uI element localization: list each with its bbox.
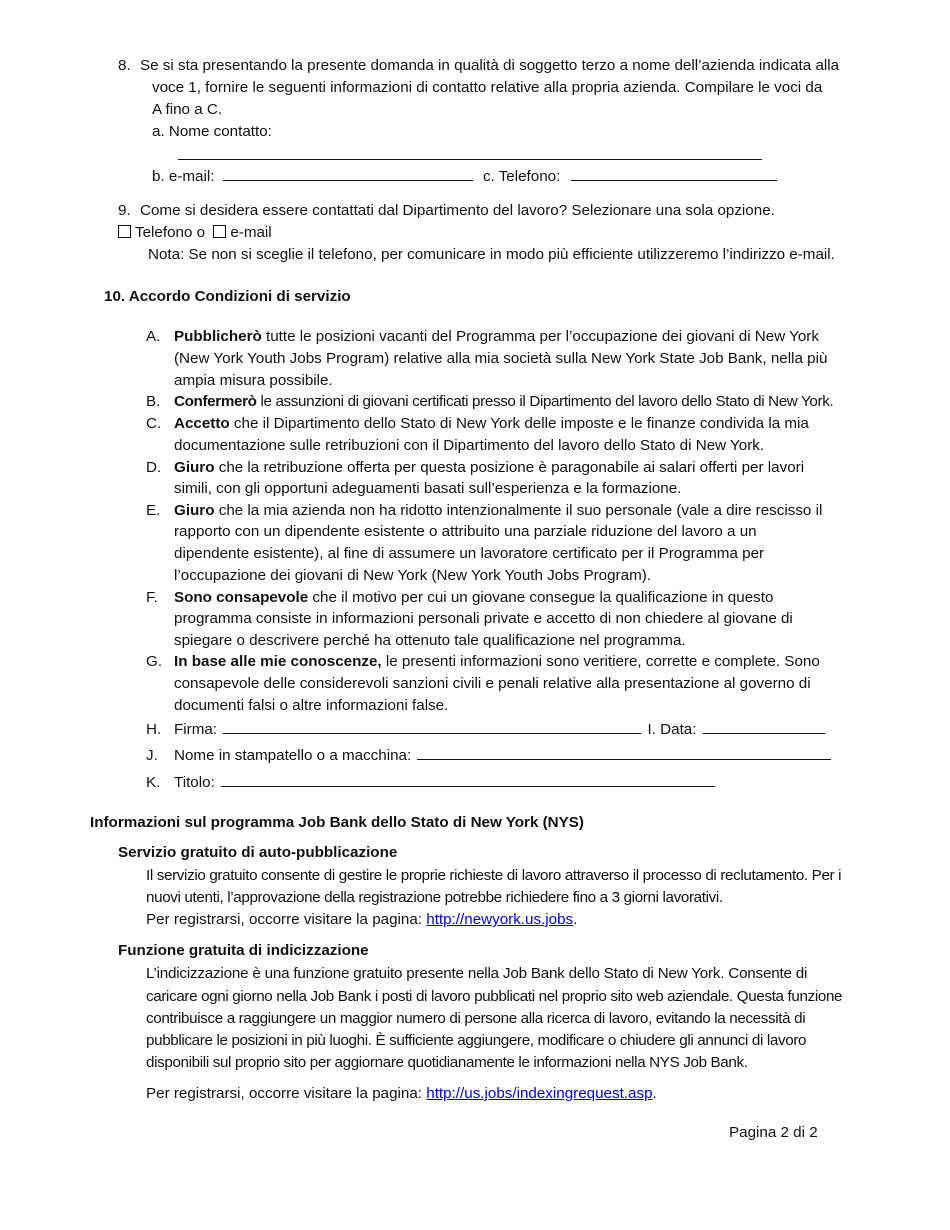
item-c-letter: C. [146, 415, 162, 432]
item-c-text: che il Dipartimento dello Stato di New York delle imposte e le finanze condivida la mia [229, 415, 809, 432]
item-f-line3: spiegare o descrivere perché ha ottenuto tale qualificazione nel programma. [174, 632, 686, 649]
email-checkbox[interactable] [213, 225, 226, 238]
item-e-line1 [174, 500, 822, 522]
q8-line1: Se si sta presentando la presente domanda in qualità di soggetto terzo a nome dell’azienda indicata alla [140, 57, 840, 74]
self-publish-line2: nuovi utenti, l’approvazione della registrazione potrebbe richiedere fino a 3 giorni lavorativi. [146, 889, 723, 906]
item-g-bold: In base alle mie conoscenze, [174, 653, 382, 670]
q10-title: 10. Accordo Condizioni di servizio [104, 288, 351, 305]
phone-option-label: Telefono o [135, 224, 206, 241]
indexing-register-text: Per registrarsi, occorre visitare la pagina: [146, 1085, 427, 1102]
item-g-letter: G. [146, 653, 163, 670]
q8-c-label: c. Telefono: [482, 168, 561, 185]
item-k-letter: K. [146, 774, 161, 791]
self-publish-register-text: Per registrarsi, occorre visitare la pagina: [146, 911, 427, 928]
item-b-text: le assunzioni di giovani certificati presso il Dipartimento del lavoro dello Stato di New York. [256, 393, 834, 410]
indexing-line4: pubblicare le posizioni in più luoghi. È sufficiente aggiungere, modificare o chiudere gli annunci di lavoro [146, 1032, 807, 1049]
q8-line3: A fino a C. [152, 101, 223, 118]
item-h-row [174, 719, 825, 741]
item-j-letter: J. [146, 747, 158, 764]
item-e-text: che la mia azienda non ha ridotto intenzionalmente il suo personale (vale a dire rescisso il [214, 502, 823, 519]
title-field[interactable] [221, 772, 715, 787]
period: . [652, 1085, 657, 1102]
item-e-line3: dipendente esistente), al fine di assumere un lavoratore certificato per il Programma per [174, 545, 765, 562]
item-e-line4: l’occupazione dei giovani di New York (New York Youth Jobs Program). [174, 567, 651, 584]
item-g-line3: documenti falsi o altre informazioni false. [174, 697, 449, 714]
item-d-letter: D. [146, 459, 162, 476]
q9-options [118, 222, 272, 244]
indexing-line1: L’indicizzazione è una funzione gratuito presente nella Job Bank dello Stato di New York. Consente di [146, 965, 808, 982]
item-h-letter: H. [146, 721, 162, 738]
q8-line2: voce 1, fornire le seguenti informazioni di contatto relative alla propria azienda. Compilare le voci da [152, 79, 823, 96]
signature-label: Firma: [174, 721, 218, 738]
self-publish-register [146, 909, 577, 931]
q9-note: Nota: Se non si sceglie il telefono, per comunicare in modo più efficiente utilizzeremo l’indirizzo e-mail. [148, 246, 835, 263]
item-a-line3: ampia misura possibile. [174, 372, 333, 389]
item-c-line2: documentazione sulle retribuzioni con il Dipartimento del lavoro dello Stato di New York. [174, 437, 765, 454]
item-a-letter: A. [146, 328, 161, 345]
self-publish-title: Servizio gratuito di auto-pubblicazione [118, 844, 398, 861]
indexing-title: Funzione gratuita di indicizzazione [118, 942, 369, 959]
item-f-line2: programma consiste in informazioni personali private e accetto di non chiedere al giovane di [174, 610, 793, 627]
item-j-row [174, 745, 831, 767]
item-b-line1 [174, 391, 833, 413]
indexing-line3: contribuisce a raggiungere un maggior numero di persone alla ricerca di lavoro, evitando la necessità di [146, 1010, 806, 1027]
item-d-bold: Giuro [174, 459, 215, 476]
item-g-line1 [174, 651, 820, 673]
q8-a-label: a. Nome contatto: [152, 123, 272, 140]
title-label: Titolo: [174, 774, 215, 791]
date-field[interactable] [703, 719, 825, 734]
indexing-line2: caricare ogni giorno nella Job Bank i posti di lavoro pubblicati nel proprio sito web aziendale. Questa funzione [146, 988, 843, 1005]
item-f-text: che il motivo per cui un giovane consegue la qualificazione in questo [308, 589, 774, 606]
item-b-letter: B. [146, 393, 161, 410]
q8-b-row [152, 166, 777, 188]
item-a-line2: (New York Youth Jobs Program) relative alla mia società sulla New York State Job Bank, nella più [174, 350, 828, 367]
item-c-bold: Accetto [174, 415, 230, 432]
item-c-line1 [174, 413, 809, 435]
phone-checkbox[interactable] [118, 225, 131, 238]
email-field[interactable] [223, 166, 473, 181]
item-f-line1 [174, 587, 773, 609]
printed-name-field[interactable] [417, 745, 831, 760]
q9-text: Come si desidera essere contattati dal Dipartimento del lavoro? Selezionare una sola opzione. [140, 202, 775, 219]
period: . [573, 911, 578, 928]
q8-b-label: b. e-mail: [152, 168, 215, 185]
q9-number: 9. [118, 202, 131, 219]
indexing-register [146, 1083, 657, 1105]
item-e-line2: rapporto con un dipendente esistente o attribuito una parziale riduzione del lavoro a un [174, 523, 757, 540]
signature-field[interactable] [223, 719, 641, 734]
email-option-label: e-mail [230, 224, 272, 241]
item-e-bold: Giuro [174, 502, 215, 519]
printed-name-label: Nome in stampatello o a macchina: [174, 747, 412, 764]
self-publish-line1: Il servizio gratuito consente di gestire le proprie richieste di lavoro attraverso il processo di reclutamento. Per i [146, 867, 842, 884]
q8-number: 8. [118, 57, 131, 74]
item-e-letter: E. [146, 502, 161, 519]
item-g-text: le presenti informazioni sono veritiere, corrette e complete. Sono [381, 653, 820, 670]
newyork-jobs-link[interactable]: http://newyork.us.jobs [426, 911, 574, 928]
indexing-line5: disponibili sul proprio sito per aggiornare quotidianamente le informazioni nella NYS Job Bank. [146, 1054, 748, 1071]
item-d-line1 [174, 457, 804, 479]
item-d-text: che la retribuzione offerta per questa posizione è paragonabile ai salari offerti per lavori [214, 459, 805, 476]
date-label: I. Data: [647, 721, 697, 738]
item-b-bold: Confermerò [174, 393, 257, 410]
item-g-line2: consapevole delle considerevoli sanzioni civili e penali relative alla presentazione al governo di [174, 675, 811, 692]
item-a-bold: Pubblicherò [174, 328, 262, 345]
indexing-request-link[interactable]: http://us.jobs/indexingrequest.asp [426, 1085, 653, 1102]
item-f-bold: Sono consapevole [174, 589, 309, 606]
phone-field[interactable] [571, 166, 777, 181]
contact-name-field[interactable] [178, 145, 762, 167]
item-k-row [174, 772, 715, 794]
page-number: Pagina 2 di 2 [729, 1124, 818, 1141]
item-a-line1 [174, 326, 819, 348]
item-a-text: tutte le posizioni vacanti del Programma per l’occupazione dei giovani di New York [261, 328, 819, 345]
info-title: Informazioni sul programma Job Bank dello Stato di New York (NYS) [90, 814, 584, 831]
item-f-letter: F. [146, 589, 158, 606]
item-d-line2: simili, con gli opportuni adeguamenti basati sull’esperienza e la formazione. [174, 480, 682, 497]
